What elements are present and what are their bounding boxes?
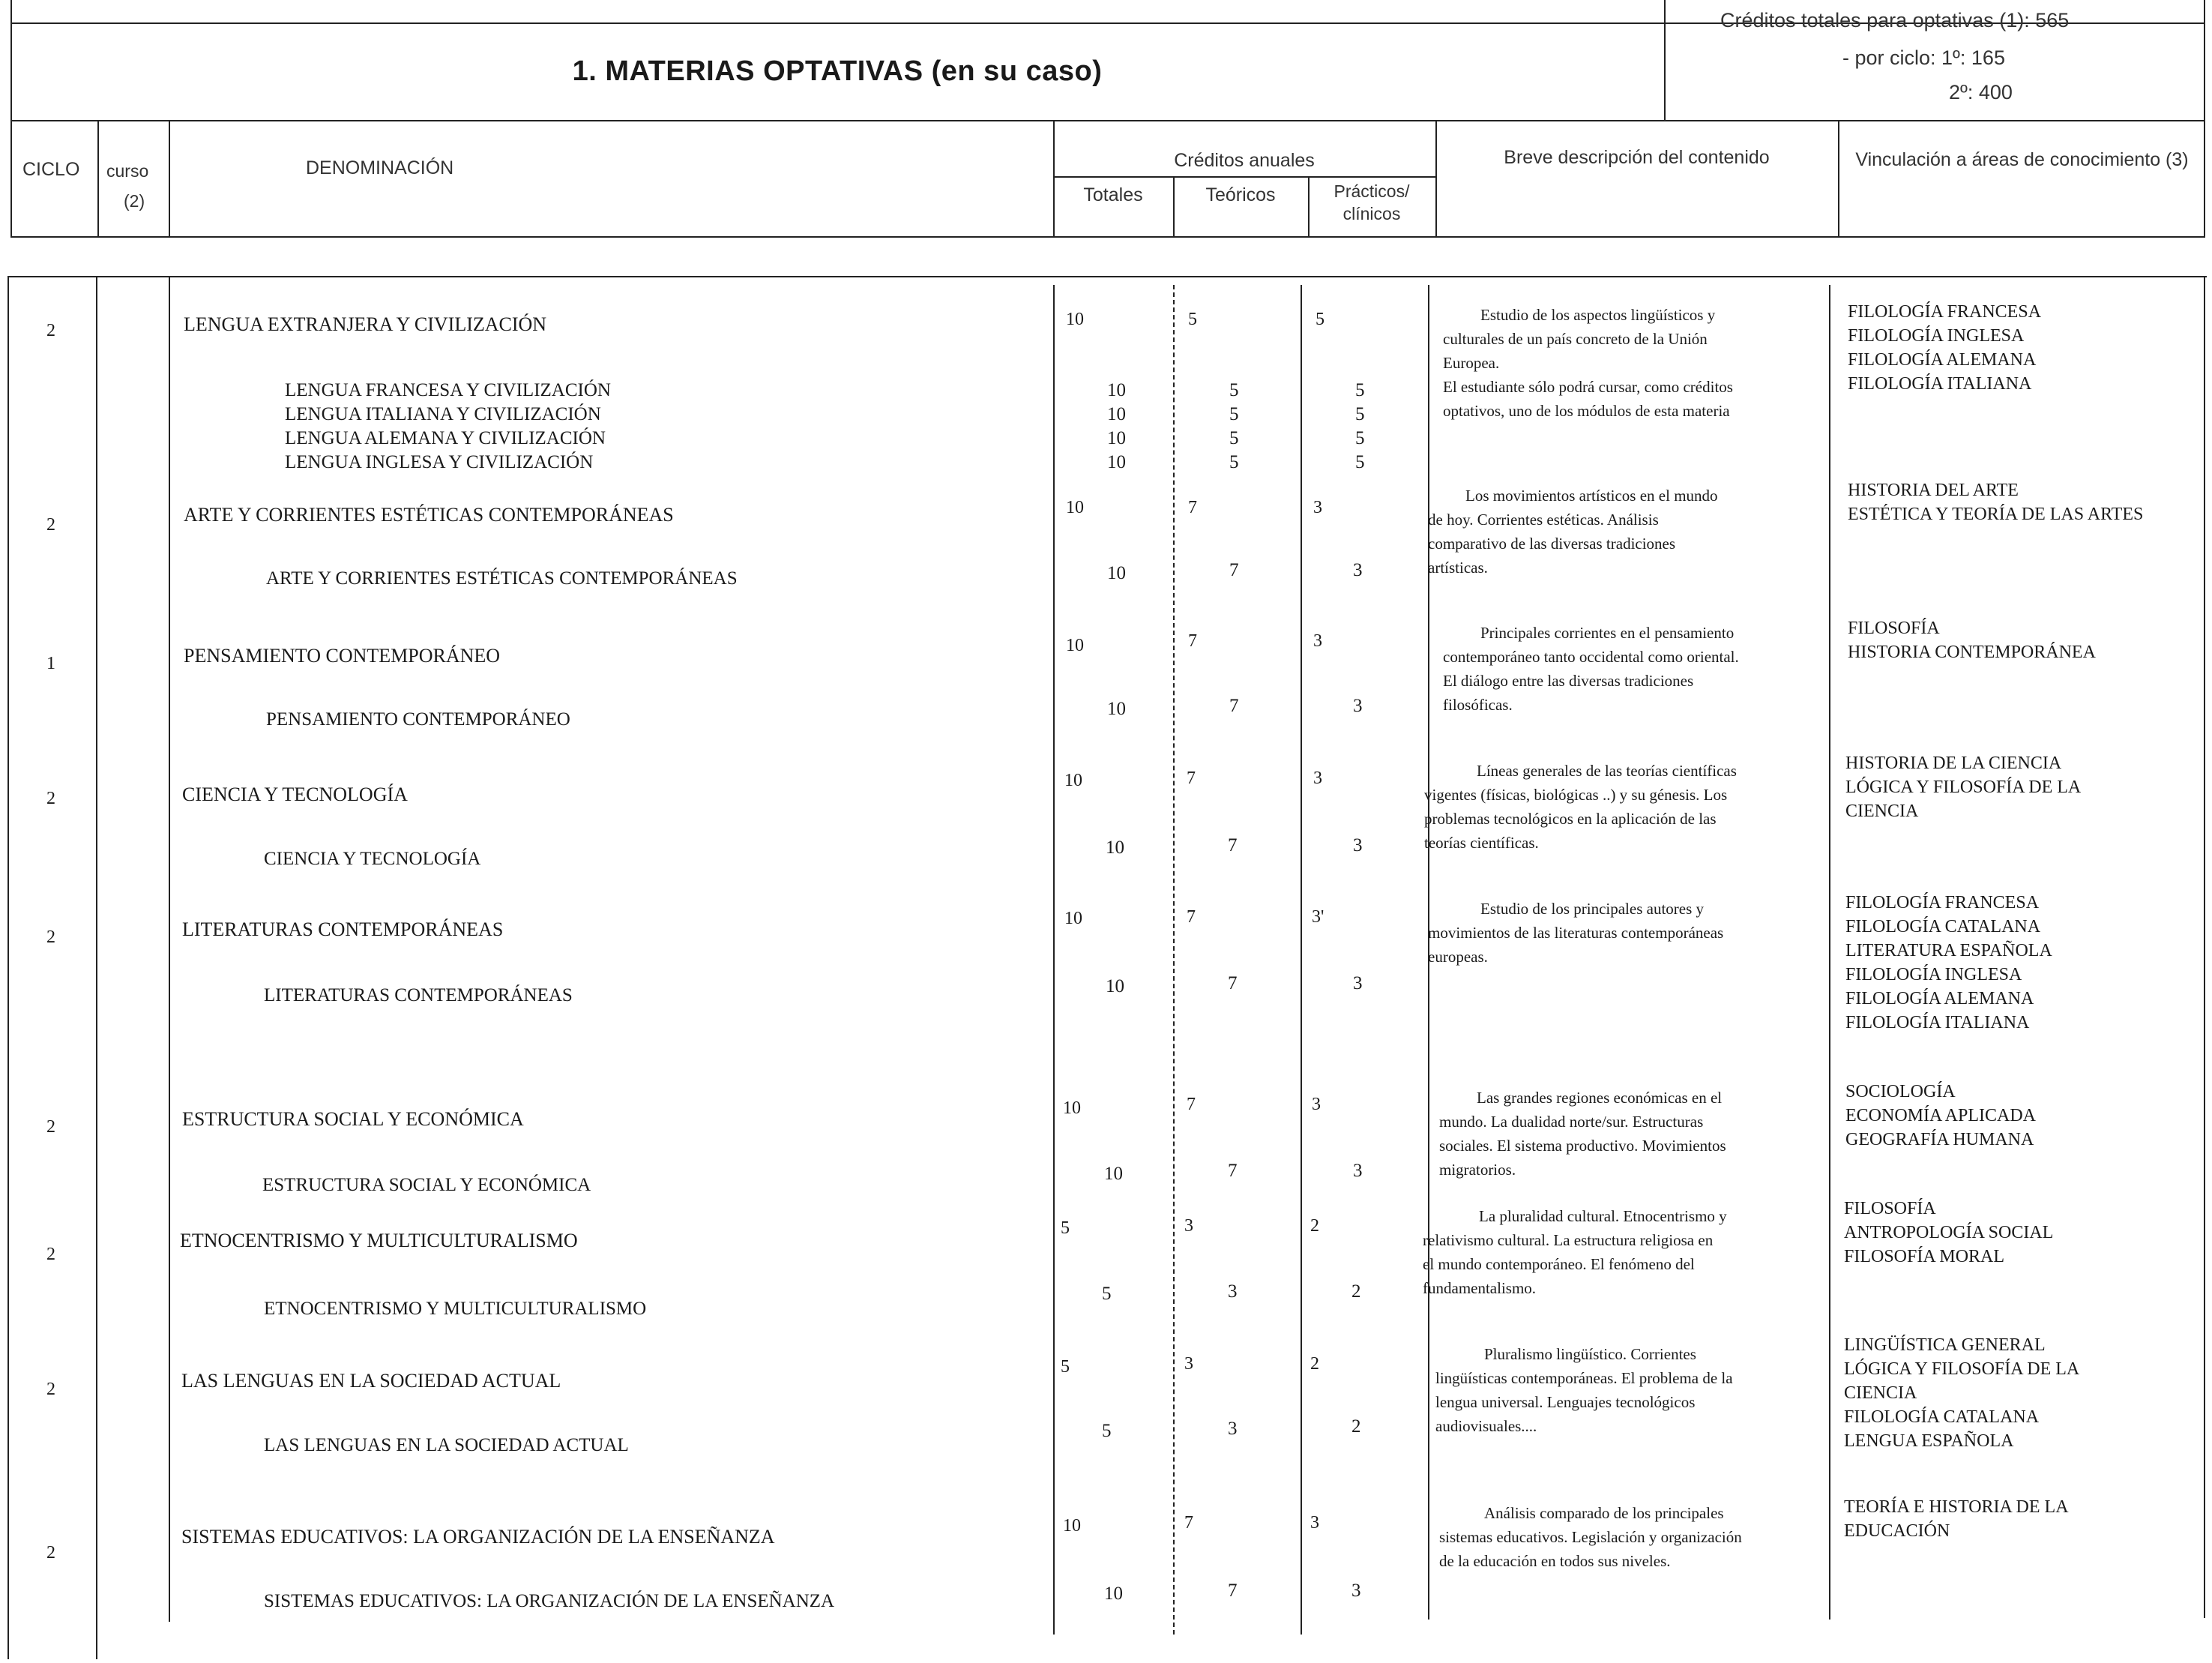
subject-practicos: 5	[1316, 310, 1325, 329]
subject-teoricos: 5	[1188, 310, 1197, 329]
subject-totales: 10	[1066, 498, 1084, 517]
subject-totales: 5	[1061, 1218, 1070, 1238]
module-totales: 10	[1104, 1164, 1123, 1184]
header-creditos-anuales: Créditos anuales	[1174, 150, 1315, 171]
header-vinculacion: Vinculación a áreas de conocimiento (3)	[1855, 149, 2189, 170]
subject-ciclo: 2	[46, 927, 55, 947]
subject-ciclo: 2	[46, 1380, 55, 1399]
module-name: LITERATURAS CONTEMPORÁNEAS	[264, 985, 573, 1005]
module-totales: 10	[1106, 976, 1124, 996]
module-totales: 10	[1107, 428, 1126, 448]
module-name: LENGUA ITALIANA Y CIVILIZACIÓN	[285, 404, 601, 424]
subject-description: Análisis comparado de los principales sistemas educativos. Legislación y organización de la educación en todos sus niveles.	[1439, 1504, 1742, 1570]
module-totales: 10	[1106, 837, 1124, 858]
subject-totales: 10	[1064, 909, 1082, 928]
subject-description: Pluralismo lingüístico. Corrientes lingüísticas contemporáneas. El problema de la lengua universal. Lenguajes tecnológicos audiovisuales....	[1435, 1345, 1733, 1435]
module-practicos: 3	[1351, 1581, 1361, 1601]
subject-description: Los movimientos artísticos en el mundo de hoy. Corrientes estéticas. Análisis comparativo de las diversas tradiciones artísticas.	[1428, 487, 1718, 577]
module-practicos: 3	[1353, 696, 1363, 716]
header-denominacion: DENOMINACIÓN	[306, 157, 454, 178]
subject-description: Estudio de los principales autores y movimientos de las literaturas contemporáneas europeas.	[1428, 900, 1724, 966]
header-descripcion: Breve descripción del contenido	[1504, 147, 1770, 168]
subject-name: LENGUA EXTRANJERA Y CIVILIZACIÓN	[184, 313, 547, 335]
subject-ciclo: 2	[46, 1117, 55, 1137]
subject-areas: HISTORIA DE LA CIENCIA LÓGICA Y FILOSOFÍA DE LA CIENCIA	[1845, 754, 2082, 821]
module-practicos: 2	[1351, 1281, 1361, 1302]
module-name: ETNOCENTRISMO Y MULTICULTURALISMO	[264, 1299, 647, 1319]
subject-name: PENSAMIENTO CONTEMPORÁNEO	[184, 645, 501, 667]
subject-teoricos: 7	[1187, 907, 1196, 927]
module-totales: 10	[1107, 563, 1126, 583]
module-totales: 10	[1107, 452, 1126, 472]
subject-totales: 10	[1064, 771, 1082, 790]
subject-totales: 10	[1063, 1516, 1081, 1536]
module-totales: 5	[1102, 1421, 1112, 1441]
subject-description: Estudio de los aspectos lingüísticos y culturales de un país concreto de la Unión Europea. El estudiante sólo podrá cursar, como créditos optativos, uno de los módulos de esta materia	[1443, 306, 1733, 420]
subject-teoricos: 7	[1188, 498, 1197, 517]
subject-description: Líneas generales de las teorías científicas vigentes (físicas, biológicas ..) y su génesis. Los problemas tecnológicos en la aplicación de las teorías científicas.	[1424, 762, 1737, 852]
subject-ciclo: 2	[46, 1543, 55, 1563]
subject-areas: TEORÍA E HISTORIA DE LA EDUCACIÓN	[1844, 1497, 2069, 1541]
module-totales: 10	[1107, 699, 1126, 719]
subject-areas: FILOLOGÍA FRANCESA FILOLOGÍA INGLESA FILOLOGÍA ALEMANA FILOLOGÍA ITALIANA	[1848, 302, 2042, 394]
module-practicos: 5	[1355, 404, 1365, 424]
module-teoricos: 5	[1229, 404, 1239, 424]
subject-ciclo: 2	[46, 789, 55, 808]
subject-description: Principales corrientes en el pensamiento contemporáneo tanto occidental como oriental. El diálogo entre las diversas tradiciones filosóficas.	[1443, 624, 1739, 714]
module-teoricos: 5	[1229, 380, 1239, 400]
subject-ciclo: 2	[46, 515, 55, 535]
module-practicos: 3	[1353, 835, 1363, 855]
subject-name: LAS LENGUAS EN LA SOCIEDAD ACTUAL	[181, 1370, 561, 1392]
module-teoricos: 7	[1228, 1161, 1238, 1181]
subject-name: SISTEMAS EDUCATIVOS: LA ORGANIZACIÓN DE LA ENSEÑANZA	[181, 1526, 775, 1548]
module-practicos: 5	[1355, 452, 1365, 472]
subject-practicos: 2	[1310, 1354, 1319, 1374]
page-title: 1. MATERIAS OPTATIVAS (en su caso)	[572, 55, 1103, 87]
module-name: ARTE Y CORRIENTES ESTÉTICAS CONTEMPORÁNEAS	[266, 568, 738, 589]
subject-totales: 5	[1061, 1357, 1070, 1377]
header-ciclo: CICLO	[22, 159, 80, 180]
module-totales: 10	[1107, 380, 1126, 400]
module-practicos: 3	[1353, 560, 1363, 580]
subject-teoricos: 7	[1188, 631, 1197, 651]
subject-areas: SOCIOLOGÍA ECONOMÍA APLICADA GEOGRAFÍA HUMANA	[1845, 1082, 2037, 1149]
subject-teoricos: 7	[1184, 1513, 1193, 1533]
module-name: LAS LENGUAS EN LA SOCIEDAD ACTUAL	[264, 1435, 629, 1455]
subject-name: CIENCIA Y TECNOLOGÍA	[182, 784, 408, 805]
module-practicos: 2	[1351, 1416, 1361, 1437]
subject-description: Las grandes regiones económicas en el mundo. La dualidad norte/sur. Estructuras sociales. El sistema productivo. Movimientos migratorios.	[1439, 1089, 1726, 1179]
subject-teoricos: 7	[1187, 1095, 1196, 1114]
subject-practicos: 3	[1313, 631, 1322, 651]
header-practicos: Prácticos/ clínicos	[1333, 181, 1410, 223]
subject-practicos: 2	[1310, 1216, 1319, 1236]
module-name: LENGUA INGLESA Y CIVILIZACIÓN	[285, 452, 594, 472]
subject-description: La pluralidad cultural. Etnocentrismo y relativismo cultural. La estructura religiosa en el mundo contemporáneo. El fenómeno del fundamentalismo.	[1423, 1207, 1727, 1297]
subject-totales: 10	[1066, 310, 1084, 329]
subject-teoricos: 7	[1187, 769, 1196, 788]
module-teoricos: 5	[1229, 452, 1239, 472]
module-name: SISTEMAS EDUCATIVOS: LA ORGANIZACIÓN DE LA ENSEÑANZA	[264, 1591, 835, 1611]
module-teoricos: 5	[1229, 428, 1239, 448]
subject-practicos: 3'	[1312, 907, 1325, 927]
module-practicos: 5	[1355, 428, 1365, 448]
subject-practicos: 3	[1312, 1095, 1321, 1114]
header-curso-note: (2)	[124, 191, 145, 211]
module-teoricos: 7	[1229, 696, 1239, 716]
subject-areas: FILOSOFÍA HISTORIA CONTEMPORÁNEA	[1848, 619, 2096, 662]
module-name: ESTRUCTURA SOCIAL Y ECONÓMICA	[262, 1175, 591, 1195]
subject-areas: LINGÜÍSTICA GENERAL LÓGICA Y FILOSOFÍA DE LA CIENCIA FILOLOGÍA CATALANA LENGUA ESPAÑOLA	[1844, 1335, 2080, 1451]
module-totales: 10	[1104, 1584, 1123, 1604]
subject-totales: 10	[1066, 636, 1084, 655]
subject-teoricos: 3	[1184, 1216, 1193, 1236]
module-totales: 10	[1107, 404, 1126, 424]
subject-practicos: 3	[1313, 769, 1322, 788]
subject-totales: 10	[1063, 1098, 1081, 1118]
subject-areas: FILOSOFÍA ANTROPOLOGÍA SOCIAL FILOSOFÍA MORAL	[1844, 1199, 2054, 1266]
module-name: PENSAMIENTO CONTEMPORÁNEO	[266, 709, 570, 730]
header-teoricos: Teóricos	[1205, 184, 1276, 205]
module-name: LENGUA ALEMANA Y CIVILIZACIÓN	[285, 428, 606, 448]
module-practicos: 3	[1353, 1161, 1363, 1181]
subject-teoricos: 3	[1184, 1354, 1193, 1374]
subject-name: ESTRUCTURA SOCIAL Y ECONÓMICA	[182, 1108, 524, 1130]
module-name: CIENCIA Y TECNOLOGÍA	[264, 849, 481, 869]
module-teoricos: 7	[1228, 835, 1238, 855]
header-totales: Totales	[1083, 184, 1143, 205]
subject-ciclo: 2	[46, 1245, 55, 1264]
module-name: LENGUA FRANCESA Y CIVILIZACIÓN	[285, 380, 611, 400]
module-teoricos: 3	[1228, 1281, 1238, 1302]
module-teoricos: 7	[1229, 560, 1239, 580]
credits-total: Créditos totales para optativas (1): 565	[1720, 9, 2070, 31]
credits-per-cycle: - por ciclo: 1º: 165	[1842, 46, 2005, 69]
subject-name: ARTE Y CORRIENTES ESTÉTICAS CONTEMPORÁNEAS	[184, 504, 674, 526]
header-curso: curso	[106, 161, 149, 181]
module-teoricos: 7	[1228, 1581, 1238, 1601]
subject-areas: HISTORIA DEL ARTE ESTÉTICA Y TEORÍA DE LAS ARTES	[1848, 481, 2144, 524]
module-teoricos: 7	[1228, 973, 1238, 993]
subject-ciclo: 2	[46, 321, 55, 340]
module-practicos: 3	[1353, 973, 1363, 993]
module-totales: 5	[1102, 1284, 1112, 1304]
module-practicos: 5	[1355, 380, 1365, 400]
subject-ciclo: 1	[46, 654, 55, 673]
subject-practicos: 3	[1313, 498, 1322, 517]
subject-name: LITERATURAS CONTEMPORÁNEAS	[182, 918, 504, 940]
subject-areas: FILOLOGÍA FRANCESA FILOLOGÍA CATALANA LITERATURA ESPAÑOLA FILOLOGÍA INGLESA FILOLOGÍA ALEMANA FILOLOGÍA ITALIANA	[1845, 893, 2052, 1032]
module-teoricos: 3	[1228, 1419, 1238, 1439]
subject-name: ETNOCENTRISMO Y MULTICULTURALISMO	[180, 1230, 578, 1251]
credits-second-cycle: 2º: 400	[1949, 81, 2013, 103]
subject-practicos: 3	[1310, 1513, 1319, 1533]
